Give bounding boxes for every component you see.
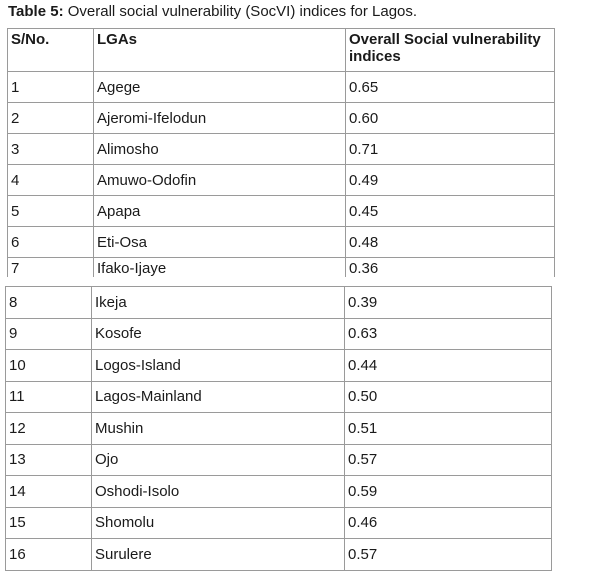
- cell-index: 0.36: [346, 258, 555, 278]
- cell-sno: 15: [6, 507, 92, 539]
- cell-sno: 11: [6, 381, 92, 413]
- cell-index: 0.50: [345, 381, 552, 413]
- table-row: [6, 318, 552, 350]
- cell-lga: Logos-Island: [92, 350, 345, 382]
- cell-lga: Eti-Osa: [94, 227, 346, 258]
- cell-index: 0.71: [346, 134, 555, 165]
- cell-sno: 14: [6, 476, 92, 508]
- cell-index: 0.51: [345, 413, 552, 445]
- cell-sno: 3: [8, 134, 94, 165]
- cell-lga: Kosofe: [92, 318, 345, 350]
- cell-index: 0.48: [346, 227, 555, 258]
- table-row: [6, 444, 552, 476]
- cell-lga: Apapa: [94, 196, 346, 227]
- table-row: [8, 258, 555, 278]
- header-sno: S/No.: [8, 29, 94, 72]
- header-index-line1: Overall Social vulnerability: [349, 31, 541, 48]
- cell-lga: Surulere: [92, 539, 345, 571]
- cell-sno: 9: [6, 318, 92, 350]
- header-lga: LGAs: [94, 29, 346, 72]
- cell-index: 0.65: [346, 72, 555, 103]
- cell-index: 0.44: [345, 350, 552, 382]
- table-row: [6, 507, 552, 539]
- cell-sno: 16: [6, 539, 92, 571]
- cell-lga: Ifako-Ijaye: [94, 258, 346, 278]
- cell-lga: Amuwo-Odofin: [94, 165, 346, 196]
- cell-index: 0.57: [345, 539, 552, 571]
- table-caption-label: Table 5:: [8, 3, 64, 20]
- table-row: [6, 413, 552, 445]
- cell-lga: Mushin: [92, 413, 345, 445]
- table-row: [6, 381, 552, 413]
- cell-sno: 13: [6, 444, 92, 476]
- cell-lga: Ojo: [92, 444, 345, 476]
- cell-lga: Oshodi-Isolo: [92, 476, 345, 508]
- cell-sno: 7: [8, 258, 94, 278]
- table-row: [6, 539, 552, 571]
- table-row: [6, 476, 552, 508]
- cell-index: 0.49: [346, 165, 555, 196]
- cell-sno: 8: [6, 287, 92, 319]
- table-row: [8, 196, 555, 227]
- cell-index: 0.63: [345, 318, 552, 350]
- cell-index: 0.39: [345, 287, 552, 319]
- vulnerability-table-top: [7, 28, 555, 277]
- cell-lga: Agege: [94, 72, 346, 103]
- cell-index: 0.57: [345, 444, 552, 476]
- table-row: [8, 134, 555, 165]
- vulnerability-table-bottom: [5, 286, 552, 571]
- cell-lga: Ajeromi-Ifelodun: [94, 103, 346, 134]
- cell-index: 0.46: [345, 507, 552, 539]
- cell-sno: 4: [8, 165, 94, 196]
- cell-sno: 2: [8, 103, 94, 134]
- header-index: [346, 29, 555, 72]
- table-row: [8, 103, 555, 134]
- table-row: [6, 350, 552, 382]
- table-row: [8, 227, 555, 258]
- cell-index: 0.45: [346, 196, 555, 227]
- header-index-line2: indices: [349, 48, 401, 65]
- cell-lga: Lagos-Mainland: [92, 381, 345, 413]
- cell-index: 0.59: [345, 476, 552, 508]
- cell-lga: Alimosho: [94, 134, 346, 165]
- table-caption: [8, 3, 417, 21]
- cell-sno: 10: [6, 350, 92, 382]
- table-row: [8, 72, 555, 103]
- cell-sno: 1: [8, 72, 94, 103]
- cell-sno: 5: [8, 196, 94, 227]
- cell-lga: Ikeja: [92, 287, 345, 319]
- table-row: [6, 287, 552, 319]
- table-caption-text: Overall social vulnerability (SocVI) indices for Lagos.: [63, 3, 418, 20]
- cell-lga: Shomolu: [92, 507, 345, 539]
- cell-index: 0.60: [346, 103, 555, 134]
- cell-sno: 6: [8, 227, 94, 258]
- table-row: [8, 165, 555, 196]
- table-header-row: [8, 29, 555, 72]
- cell-sno: 12: [6, 413, 92, 445]
